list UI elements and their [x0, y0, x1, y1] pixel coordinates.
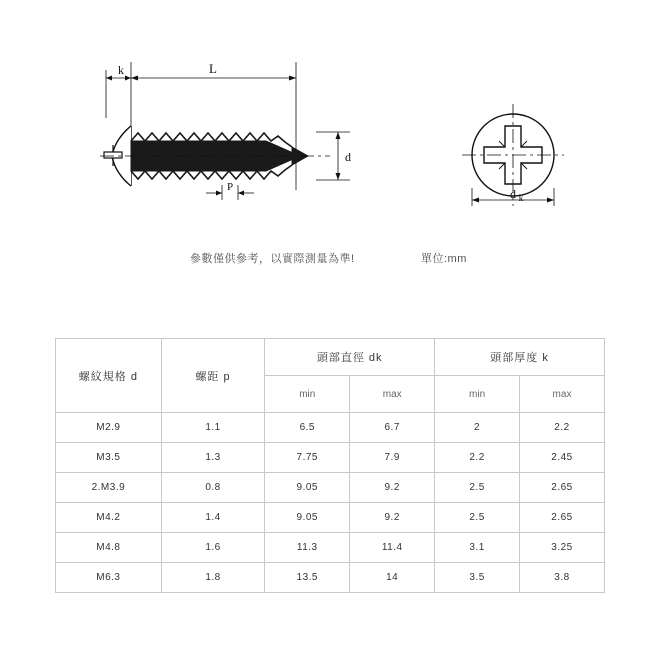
- cell-dk-min: 11.3: [265, 533, 350, 563]
- cell-dk-max: 14: [350, 563, 435, 593]
- cell-k-min: 2.5: [435, 473, 520, 503]
- header-dk-max: max: [350, 376, 435, 413]
- header-k-max: max: [520, 376, 605, 413]
- cell-thread: M3.5: [56, 443, 162, 473]
- label-P: P: [226, 181, 234, 193]
- table-row: [56, 413, 605, 443]
- cell-thread: M2.9: [56, 413, 162, 443]
- cell-k-max: 2.65: [520, 473, 605, 503]
- cell-k-max: 2.65: [520, 503, 605, 533]
- table-row: [56, 443, 605, 473]
- cell-dk-max: 9.2: [350, 503, 435, 533]
- cell-thread: M4.8: [56, 533, 162, 563]
- unit-note: 單位:mm: [421, 253, 467, 265]
- cell-pitch: 1.6: [161, 533, 265, 563]
- cell-thread: 2.M3.9: [56, 473, 162, 503]
- label-k: k: [118, 63, 124, 77]
- cell-k-max: 3.8: [520, 563, 605, 593]
- cell-k-min: 3.1: [435, 533, 520, 563]
- spec-table-head: [56, 339, 605, 413]
- label-dk-subscript: k: [518, 193, 524, 203]
- header-head-diameter: 頭部直徑 dk: [265, 339, 435, 376]
- table-row: [56, 563, 605, 593]
- header-dk-min: min: [265, 376, 350, 413]
- cell-k-min: 2.2: [435, 443, 520, 473]
- cell-dk-max: 6.7: [350, 413, 435, 443]
- screw-technical-drawing: [0, 0, 660, 250]
- cell-k-max: 2.45: [520, 443, 605, 473]
- cell-thread: M6.3: [56, 563, 162, 593]
- header-pitch: 螺距 p: [161, 339, 265, 413]
- cell-k-min: 2.5: [435, 503, 520, 533]
- cell-pitch: 1.3: [161, 443, 265, 473]
- cell-pitch: 1.1: [161, 413, 265, 443]
- notes-row: [0, 250, 660, 290]
- table-row: [56, 503, 605, 533]
- diagram-area: [0, 0, 660, 250]
- cell-thread: M4.2: [56, 503, 162, 533]
- header-row-main: [56, 339, 605, 376]
- cell-dk-min: 7.75: [265, 443, 350, 473]
- header-thread: 螺紋規格 d: [56, 339, 162, 413]
- cell-dk-min: 6.5: [265, 413, 350, 443]
- cell-k-min: 2: [435, 413, 520, 443]
- header-head-thickness: 頭部厚度 k: [435, 339, 605, 376]
- label-dk: d: [510, 187, 516, 201]
- spec-table-wrapper: [55, 338, 605, 593]
- cell-dk-max: 9.2: [350, 473, 435, 503]
- table-row: [56, 533, 605, 563]
- screw-side-view: [100, 62, 350, 200]
- cell-pitch: 1.4: [161, 503, 265, 533]
- header-k-min: min: [435, 376, 520, 413]
- table-row: [56, 473, 605, 503]
- label-L: L: [209, 61, 217, 76]
- disclaimer-note: 參數僅供參考，以實際測量為準!: [190, 253, 355, 265]
- cell-dk-max: 7.9: [350, 443, 435, 473]
- cell-pitch: 1.8: [161, 563, 265, 593]
- cell-dk-min: 9.05: [265, 503, 350, 533]
- label-d: d: [345, 150, 351, 164]
- spec-table-body: [56, 413, 605, 593]
- cell-dk-min: 9.05: [265, 473, 350, 503]
- cell-k-min: 3.5: [435, 563, 520, 593]
- cell-pitch: 0.8: [161, 473, 265, 503]
- cell-dk-min: 13.5: [265, 563, 350, 593]
- cell-dk-max: 11.4: [350, 533, 435, 563]
- cell-k-max: 3.25: [520, 533, 605, 563]
- cell-k-max: 2.2: [520, 413, 605, 443]
- spec-table: [55, 338, 605, 593]
